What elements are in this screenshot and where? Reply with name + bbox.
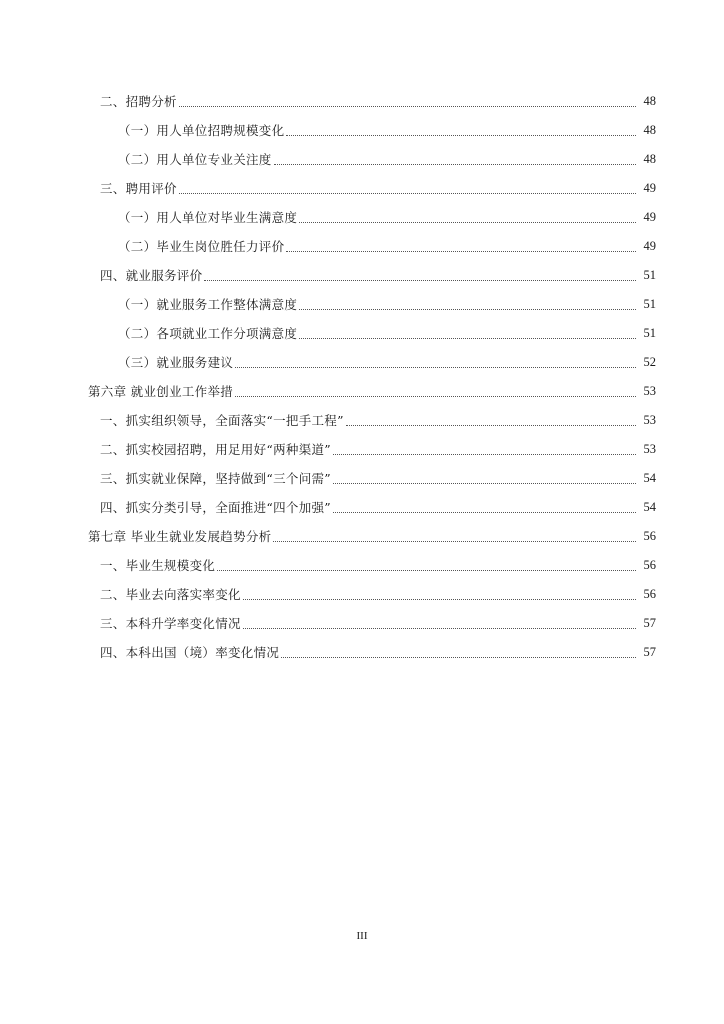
toc-entry-page: 53 [643,413,656,427]
toc-entry[interactable] [0,435,724,464]
toc-entry-title: （一）用人单位招聘规模变化 [118,123,285,138]
dot-leader [235,395,636,397]
toc-entry-title: 三、本科升学率变化情况 [100,616,241,631]
toc-entry[interactable] [0,290,724,319]
toc-entry[interactable] [0,377,724,406]
toc-entry-title: 三、抓实就业保障，坚持做到“三个问需” [100,471,331,486]
toc-entry[interactable] [0,464,724,493]
toc-entry-page: 51 [643,268,656,282]
toc-entry-page: 54 [643,471,656,485]
dot-leader [286,250,636,252]
dot-leader [299,308,636,310]
toc-entry[interactable] [0,232,724,261]
toc-entry[interactable] [0,493,724,522]
dot-leader [299,337,636,339]
dot-leader [179,105,636,107]
dot-leader [204,279,636,281]
toc-entry-page: 48 [643,123,656,137]
page-number: III [356,930,368,942]
dot-leader [333,511,636,513]
toc-entry-page: 48 [643,94,656,108]
toc-entry-page: 51 [643,297,656,311]
toc-entry-title: 二、毕业去向落实率变化 [100,587,241,602]
dot-leader [243,598,636,600]
toc-entry[interactable] [0,203,724,232]
toc-entry-page: 56 [643,558,656,572]
toc-entry-page: 51 [643,326,656,340]
toc-entry-title: 四、本科出国（境）率变化情况 [100,645,280,660]
toc-entry-page: 49 [643,210,656,224]
toc-entry-title: 一、抓实组织领导，全面落实“一把手工程” [100,413,344,428]
dot-leader [273,540,636,542]
toc-entry[interactable] [0,406,724,435]
toc-entry-page: 48 [643,152,656,166]
dot-leader [243,627,636,629]
toc-entry-page: 56 [643,529,656,543]
toc-entry-page: 54 [643,500,656,514]
toc-entry-page: 49 [643,239,656,253]
toc-entry[interactable] [0,551,724,580]
dot-leader [346,424,636,426]
toc-entry-title: （三）就业服务建议 [118,355,234,370]
toc-entry-title: 三、聘用评价 [100,181,177,196]
toc-entry[interactable] [0,87,724,116]
dot-leader [286,134,636,136]
toc-entry[interactable] [0,145,724,174]
toc-entry-title: 二、招聘分析 [100,94,177,109]
toc-entry-page: 53 [643,442,656,456]
toc-entry[interactable] [0,522,724,551]
toc-entry-title: 二、抓实校园招聘，用足用好“两种渠道” [100,442,331,457]
toc-entry-title: 四、就业服务评价 [100,268,203,283]
toc-entry-page: 49 [643,181,656,195]
toc-entry[interactable] [0,319,724,348]
toc-entry-page: 57 [643,645,656,659]
toc-entry[interactable] [0,261,724,290]
dot-leader [217,569,636,571]
toc-entry-title: （二）各项就业工作分项满意度 [118,326,298,341]
toc-entry-title: （二）用人单位专业关注度 [118,152,272,167]
dot-leader [235,366,636,368]
toc-entry-page: 56 [643,587,656,601]
table-of-contents [0,87,724,667]
toc-entry[interactable] [0,609,724,638]
dot-leader [333,453,636,455]
dot-leader [299,221,636,223]
toc-entry[interactable] [0,174,724,203]
dot-leader [274,163,636,165]
dot-leader [179,192,636,194]
dot-leader [333,482,636,484]
toc-entry-title: （二）毕业生岗位胜任力评价 [118,239,285,254]
toc-entry-title: （一）用人单位对毕业生满意度 [118,210,298,225]
toc-entry[interactable] [0,580,724,609]
toc-entry-page: 53 [643,384,656,398]
toc-entry[interactable] [0,638,724,667]
toc-entry-page: 52 [643,355,656,369]
toc-entry-page: 57 [643,616,656,630]
toc-entry[interactable] [0,116,724,145]
dot-leader [281,656,636,658]
toc-entry-title: 四、抓实分类引导，全面推进“四个加强” [100,500,331,515]
toc-entry-title: 第六章 就业创业工作举措 [88,384,234,399]
toc-entry-title: （一）就业服务工作整体满意度 [118,297,298,312]
toc-entry[interactable] [0,348,724,377]
toc-entry-title: 一、毕业生规模变化 [100,558,216,573]
toc-entry-title: 第七章 毕业生就业发展趋势分析 [88,529,272,544]
